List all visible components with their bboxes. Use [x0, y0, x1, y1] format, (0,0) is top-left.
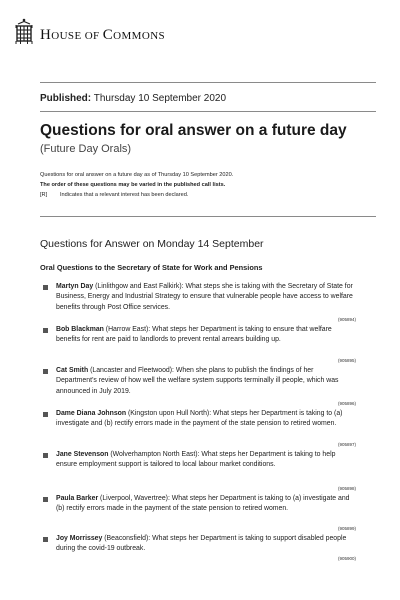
member-name: Paula Barker [56, 495, 99, 502]
published-line [40, 93, 226, 104]
question-ref: (905899) [337, 525, 356, 531]
portcullis-icon [14, 18, 34, 45]
department-heading: Oral Questions to the Secretary of State for Work and Pensions [40, 263, 263, 272]
published-date: Thursday 10 September 2020 [93, 93, 227, 104]
question-text: (Kingston upon Hull North): What steps her Department is taking to (a) investigate and (b) rectify errors made in the payment of the state pension to retired women. [56, 410, 343, 428]
divider-intro [40, 216, 376, 217]
page-subtitle: (Future Day Orals) [40, 143, 132, 155]
published-label: Published: [40, 93, 92, 104]
question-ref: (905896) [337, 400, 356, 406]
wordmark-ouse-of: OUSE OF [51, 30, 103, 42]
page-title: Questions for oral answer on a future day [40, 122, 347, 139]
question-item [40, 325, 356, 366]
relevant-interest-flag: [R] [40, 192, 48, 199]
question-ref: (905898) [337, 485, 356, 491]
member-name: Cat Smith [56, 367, 89, 374]
question-ref: (905900) [337, 555, 356, 561]
question-ref: (905895) [337, 357, 356, 363]
question-ref: (905894) [337, 316, 356, 322]
intro-line-2: The order of these questions may be varied in the published call lists. [40, 182, 226, 189]
question-text: (Linlithgow and East Falkirk): What steps she is taking with the Secretary of State for Business, Energy and Industrial Strategy to ensure that vulnerable people have access to welfare benefits through Post Office services. [56, 283, 353, 311]
divider-top [40, 82, 376, 83]
question-text: (Wolverhampton North East): What steps her Department is taking to help ensure employment support is tailored to local labour market conditions. [56, 451, 336, 469]
wordmark-ommons: OMMONS [113, 30, 166, 42]
wordmark-c: C [102, 27, 114, 43]
question-text: (Beaconsfield): What steps her Department is taking to support disabled people during the covid-19 outbreak. [56, 535, 347, 553]
question-text: (Lancaster and Fleetwood): When she plans to publish the findings of her Department’s review of how well the welfare system supports terminally ill people, which was announced in July 2019. [56, 367, 339, 395]
divider-published [40, 111, 376, 112]
question-item [40, 450, 356, 494]
member-name: Bob Blackman [56, 326, 104, 333]
question-text: (Harrow East): What steps her Department is taking to ensure that welfare benefits for rent are paid to landlords to prevent rental arrears building up. [56, 326, 332, 344]
question-list [40, 282, 356, 564]
intro-line-3 [40, 190, 233, 200]
intro-line-1: Questions for oral answer on a future day as of Thursday 10 September 2020. [40, 172, 234, 178]
section-heading: Questions for Answer on Monday 14 September [40, 238, 264, 250]
member-name: Jane Stevenson [56, 451, 109, 458]
member-name: Joy Morrissey [56, 535, 103, 542]
member-name: Dame Diana Johnson [56, 410, 127, 417]
question-item [40, 282, 356, 325]
question-item [40, 409, 356, 450]
intro-block [40, 170, 233, 201]
question-item [40, 494, 356, 534]
member-name: Martyn Day [56, 283, 94, 290]
question-ref: (905897) [337, 441, 356, 447]
question-item [40, 366, 356, 409]
question-item [40, 534, 356, 564]
wordmark-h: H [40, 27, 52, 43]
question-text: (Liverpool, Wavertree): What steps her Department is taking to (a) investigate and (b) rectify errors made in the payment of the state pension to retired women. [56, 495, 350, 513]
relevant-interest-text: Indicates that a relevant interest has been declared. [60, 192, 189, 199]
house-of-commons-wordmark [40, 27, 165, 44]
